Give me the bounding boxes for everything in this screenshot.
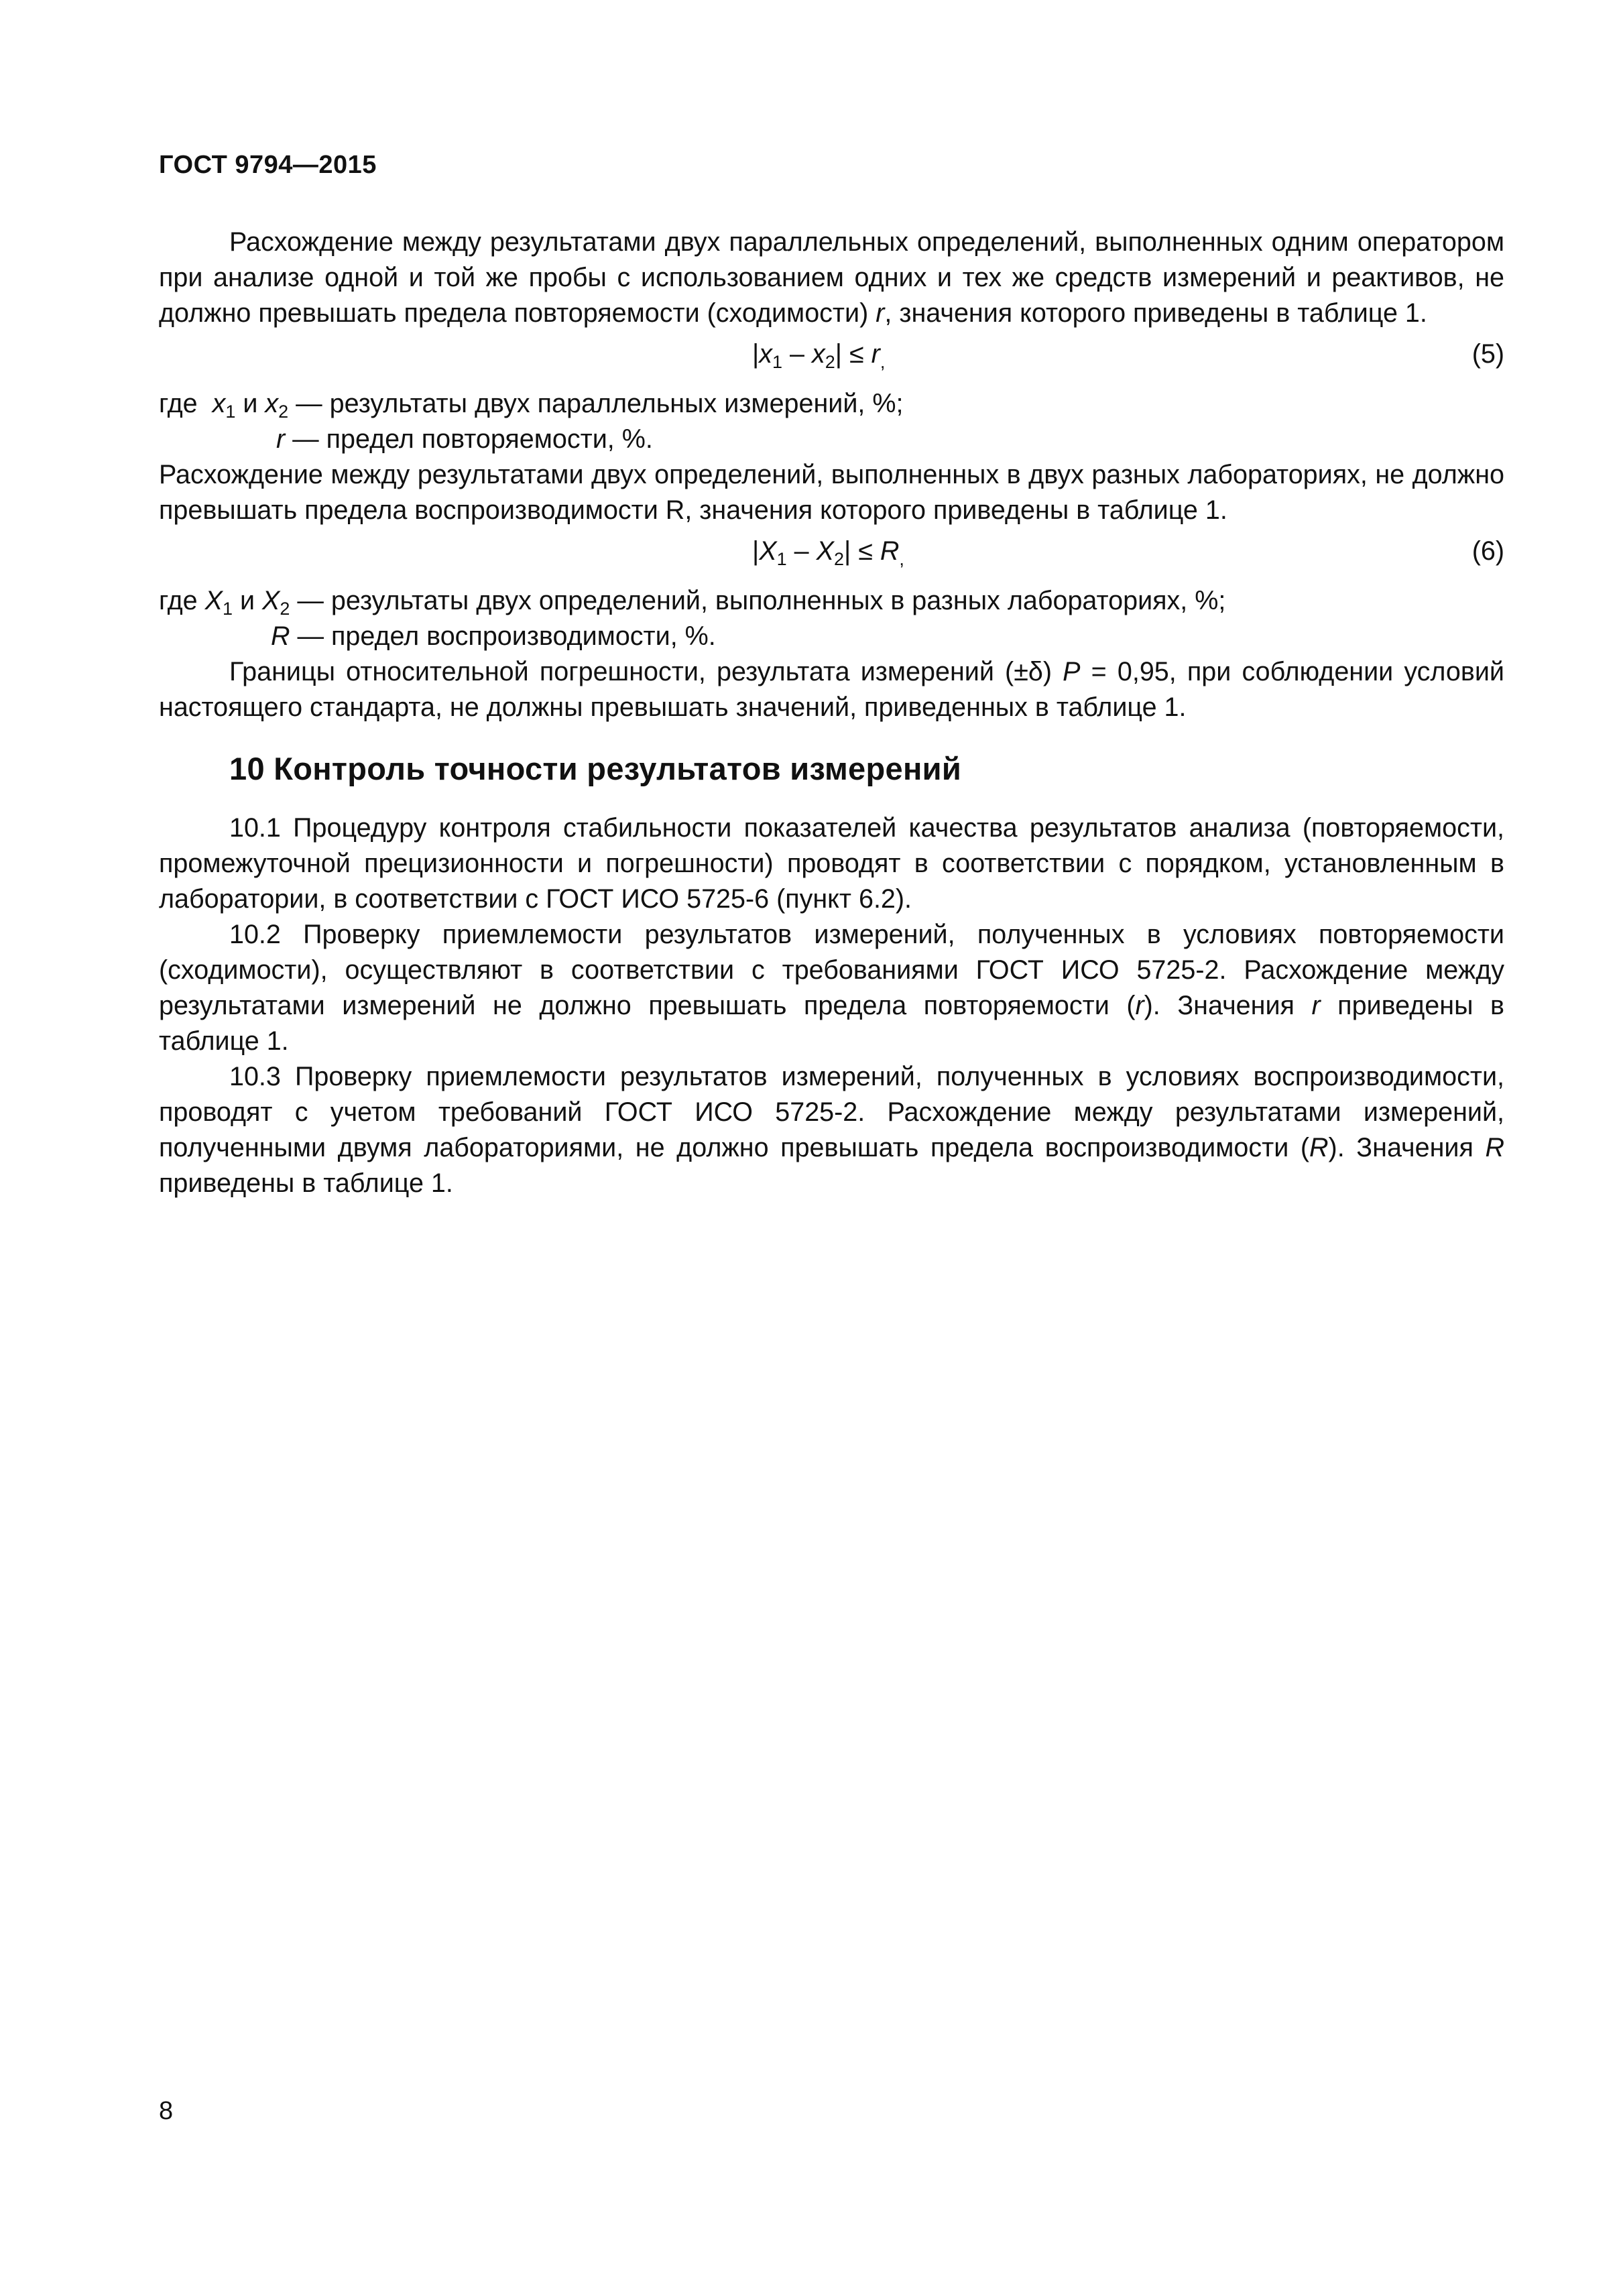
formula-char: ≤: [849, 339, 871, 369]
where-6-line-1: [159, 583, 1504, 619]
paragraph-text: , значения которого приведены в таблице 1.: [884, 298, 1427, 328]
formula-char: ≤: [851, 536, 880, 566]
formula-6: [752, 534, 904, 569]
where-text: где: [159, 389, 205, 418]
formula-char: –: [786, 536, 817, 566]
formula-char: |: [752, 536, 760, 566]
formula-char: –: [782, 339, 812, 369]
var-R: R: [1309, 1133, 1329, 1162]
formula-5: [752, 337, 885, 372]
formula-sub: 2: [833, 549, 844, 569]
where-text: — результаты двух определений, выполненных в разных лабораториях, %;: [290, 586, 1226, 615]
paragraph-10-1: 10.1 Процедуру контроля стабильности показателей качества результатов анализа (повторяемости, промежуточной прецизионности и погрешности) проводят в соответствии с порядком, установленным в лаборатории, в соответствии с ГОСТ ИСО 5725-6 (пункт 6.2).: [159, 813, 1504, 914]
formula-var: r: [871, 339, 880, 369]
formula-sub: ,: [899, 549, 904, 569]
paragraph-text: 10.2 Проверку приемлемости результатов измерений, полученных в условиях повторяемости (сходимости), осуществляют в соответствии с требованиями ГОСТ ИСО 5725-2. Расхождение между результатами измерений не должно превышать предела повторяемости (: [159, 920, 1504, 1020]
paragraph-text: приведены в таблице 1.: [159, 1168, 453, 1198]
paragraph-text: Расхождение между результатами двух параллельных определений, выполненных одним оператором при анализе одной и той же пробы с использованием одних и тех же средств измерений и реактивов, не должно превышать предела повторяемости (сходимости): [159, 227, 1504, 328]
formula-char: |: [752, 339, 760, 369]
where-text: где: [159, 586, 205, 615]
where-sub: 1: [225, 402, 236, 422]
paragraph-text: = 0,95, при соблюдении условий настоящего стандарта, не должны превышать значений, приведенных в таблице 1.: [159, 657, 1505, 722]
where-var: r: [276, 424, 286, 454]
formula-var: R: [880, 536, 900, 566]
where-text: — результаты двух параллельных измерений, %;: [288, 389, 904, 418]
formula-sub: 1: [776, 549, 787, 569]
formula-5-line: [159, 337, 1504, 377]
where-text: — предел повторяемости, %.: [285, 424, 653, 454]
formula-sub: 1: [772, 352, 783, 372]
where-sub: 2: [278, 402, 289, 422]
where-var: x: [265, 389, 279, 418]
where-6-line-2: [159, 619, 1504, 654]
paragraph-text: 10.3 Проверку приемлемости результатов измерений, полученных в условиях воспроизводимости, проводят с учетом требований ГОСТ ИСО 5725-2. Расхождение между результатами измерений, полученными двумя лабораториями, не должно превышать предела воспроизводимости (: [159, 1062, 1504, 1162]
where-5-line-1: [159, 386, 1504, 422]
paragraph-repeatability: [159, 225, 1504, 331]
formula-char: |: [843, 536, 851, 566]
var-r: r: [876, 298, 885, 328]
where-text: — предел воспроизводимости, %.: [290, 621, 716, 651]
paragraph-10-3: [159, 1059, 1504, 1201]
formula-var: x: [759, 339, 773, 369]
where-var: X: [204, 586, 223, 615]
document-body: [159, 225, 1504, 1201]
var-r: r: [1311, 991, 1321, 1020]
paragraph-text: ). Значения: [1144, 991, 1312, 1020]
paragraph-text: ). Значения: [1328, 1133, 1486, 1162]
section-10-heading: 10 Контроль точности результатов измерений: [229, 751, 962, 786]
formula-var: X: [759, 536, 777, 566]
where-var: R: [271, 621, 290, 651]
var-r: r: [1135, 991, 1144, 1020]
where-var: x: [212, 389, 226, 418]
formula-char: |: [835, 339, 849, 369]
paragraph-10-2: [159, 917, 1504, 1059]
paragraph-error-bounds: [159, 654, 1504, 725]
formula-5-number: (5): [1471, 339, 1504, 369]
paragraph-text: приведены в таблице 1.: [159, 991, 1505, 1056]
paragraph-text: Границы относительной погрешности, результата измерений (±δ): [229, 657, 1063, 686]
formula-sub: ,: [880, 352, 886, 372]
where-text: и: [233, 586, 263, 615]
document-code-header: ГОСТ 9794—2015: [159, 151, 377, 179]
formula-6-line: [159, 534, 1504, 574]
page-number: 8: [159, 2097, 174, 2125]
formula-var: x: [811, 339, 825, 369]
formula-sub: 2: [825, 352, 835, 372]
var-R: R: [1485, 1133, 1504, 1162]
where-5-line-2: [159, 422, 1504, 457]
where-sub: 2: [280, 599, 290, 619]
var-P: P: [1063, 657, 1081, 686]
where-text: и: [235, 389, 265, 418]
formula-var: X: [816, 536, 834, 566]
where-var: X: [262, 586, 280, 615]
paragraph-reproducibility: Расхождение между результатами двух определений, выполненных в двух разных лабораториях, не должно превышать предела воспроизводимости R, значения которого приведены в таблице 1.: [159, 460, 1504, 525]
formula-6-number: (6): [1471, 536, 1504, 566]
where-sub: 1: [222, 599, 233, 619]
